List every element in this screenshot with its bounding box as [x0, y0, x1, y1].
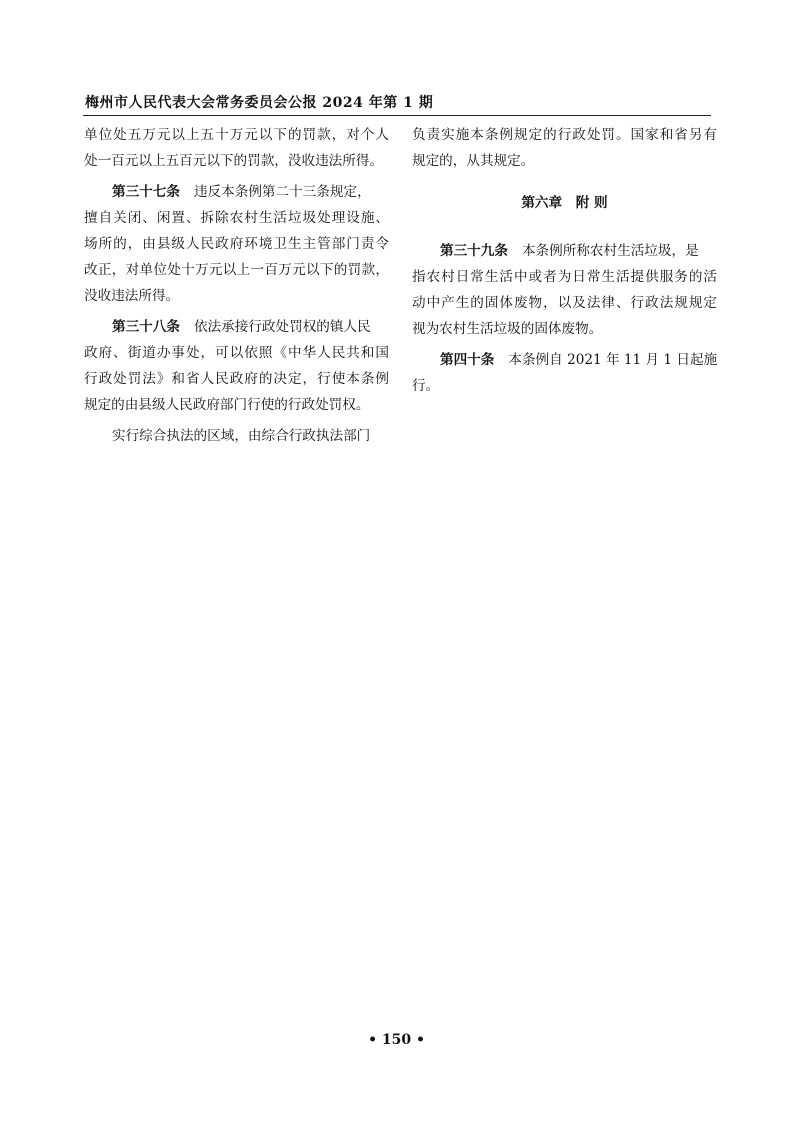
text-line — [84, 314, 389, 340]
text-line: 动中产生的固体废物，以及法律、行政法规规定 — [412, 295, 717, 311]
text-line: 擅自关闭、闲置、拆除农村生活垃圾处理设施、 — [84, 210, 389, 226]
header-rule — [83, 115, 711, 116]
text-line: 场所的，由县级人民政府环境卫生主管部门责令 — [84, 236, 389, 252]
text-line: 规定的，从其规定。 — [412, 153, 535, 169]
article-text: 违反本条例第二十三条规定， — [193, 184, 371, 200]
article-label: 第三十八条 — [112, 319, 180, 335]
journal-header: 梅州市人民代表大会常务委员会公报 2024 年第 1 期 — [85, 95, 434, 111]
text-line: 视为农村生活垃圾的固体废物。 — [412, 321, 603, 337]
text-line: 实行综合执法的区域，由综合行政执法部门 — [112, 428, 371, 444]
article-text: 本条例自 2021 年 11 月 1 日起施 — [508, 352, 718, 368]
text-line: 政府、街道办事处，可以依照《中华人民共和国 — [84, 345, 389, 361]
text-line: 负责实施本条例规定的行政处罚。国家和省另有 — [412, 127, 717, 143]
text-line: 改正，对单位处十万元以上一百万元以下的罚款， — [84, 262, 389, 278]
article-label: 第三十七条 — [112, 184, 180, 200]
text-line: 行政处罚法》和省人民政府的决定，行使本条例 — [84, 371, 389, 387]
text-line: 处一百元以上五百元以下的罚款，没收违法所得。 — [84, 153, 384, 169]
article-label: 第四十条 — [440, 352, 495, 368]
paragraph-penalty-continued — [84, 122, 389, 174]
text-line: 指农村日常生活中或者为日常生活提供服务的活 — [412, 269, 717, 285]
chapter-heading: 第六章 附 则 — [521, 195, 608, 211]
article-38 — [84, 314, 389, 418]
article-39 — [412, 238, 717, 342]
article-label: 第三十九条 — [440, 243, 508, 259]
text-line: 没收违法所得。 — [84, 288, 180, 304]
article-37 — [84, 179, 389, 309]
paragraph-joint-enforcement — [84, 423, 389, 449]
article-text: 依法承接行政处罚权的镇人民 — [193, 319, 371, 335]
text-line — [84, 179, 389, 205]
article-text: 本条例所称农村生活垃圾，是 — [521, 243, 699, 259]
text-line — [412, 347, 717, 373]
left-column — [84, 122, 389, 449]
page-number: • 150 • — [368, 1032, 425, 1048]
right-column — [412, 122, 717, 399]
text-line: 行。 — [412, 378, 440, 394]
text-line: 规定的由县级人民政府部门行使的行政处罚权。 — [84, 397, 370, 413]
paragraph-enforcement-continued — [412, 122, 717, 174]
text-line — [412, 238, 717, 264]
text-line: 单位处五万元以上五十万元以下的罚款，对个人 — [84, 127, 389, 143]
article-40 — [412, 347, 717, 399]
